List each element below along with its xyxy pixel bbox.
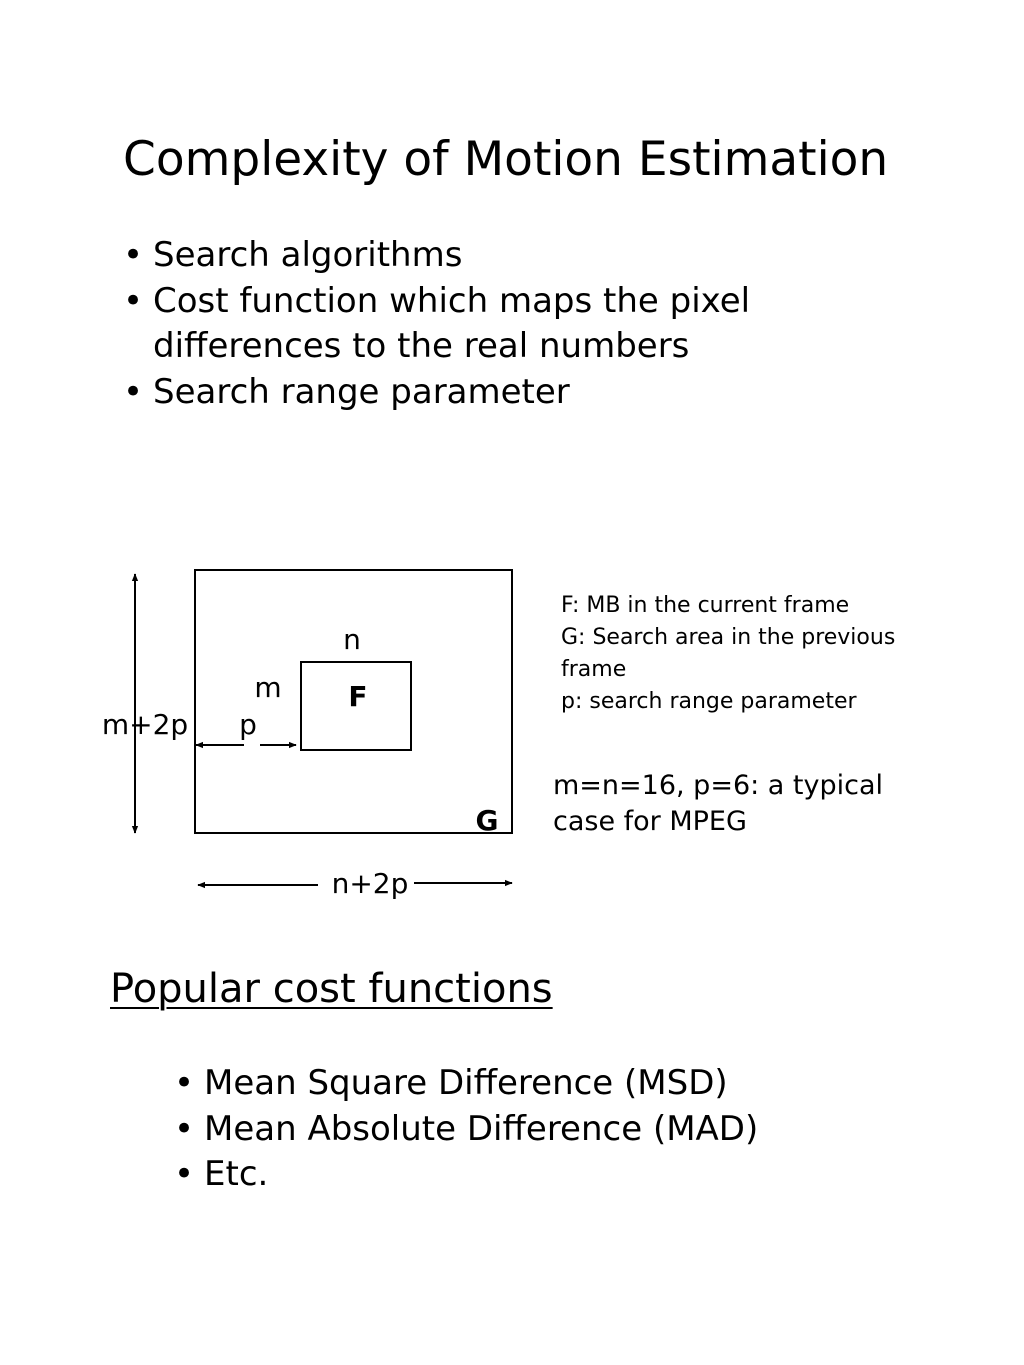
bullet-dot-icon: • [123, 371, 144, 412]
cost-function-item [174, 1152, 814, 1198]
legend-line: p: search range parameter [561, 689, 857, 714]
label-F: F [348, 680, 368, 713]
bullet-dot-icon: • [174, 1154, 195, 1194]
label-n: n [343, 623, 361, 656]
label-n-plus-2p: n+2p [331, 867, 409, 900]
typical-case-note: m=n=16, p=6: a typical case for MPEG [553, 770, 884, 837]
cost-function-text: Mean Absolute Difference (MAD) [204, 1108, 759, 1149]
label-G: G [475, 804, 499, 837]
bullet-text: Search range parameter [153, 371, 570, 412]
legend-line: G: Search area in the previous [561, 625, 896, 650]
cost-function-item [174, 1061, 814, 1107]
slide-title: Complexity of Motion Estimation [123, 132, 889, 187]
label-m-plus-2p: m+2p [101, 708, 189, 741]
legend-line: F: MB in the current frame [561, 593, 850, 618]
bullet-text: Search algorithms [153, 235, 463, 275]
bullet-text: Cost function which maps the pixel differences to the real numbers [153, 280, 751, 366]
cost-function-text: Mean Square Difference (MSD) [204, 1063, 728, 1103]
cost-function-text: Etc. [204, 1154, 269, 1194]
diagram-legend [561, 590, 981, 718]
legend-line: frame [561, 657, 627, 682]
section-heading: Popular cost functions [110, 966, 553, 1012]
bullet-dot-icon: • [123, 280, 144, 321]
label-p: p [239, 708, 257, 741]
bullet-dot-icon: • [174, 1063, 195, 1103]
bullet-dot-icon: • [174, 1108, 195, 1149]
bullet-dot-icon: • [123, 235, 144, 275]
cost-function-item [174, 1107, 814, 1153]
cost-function-list [174, 1061, 814, 1198]
label-m: m [254, 671, 282, 704]
